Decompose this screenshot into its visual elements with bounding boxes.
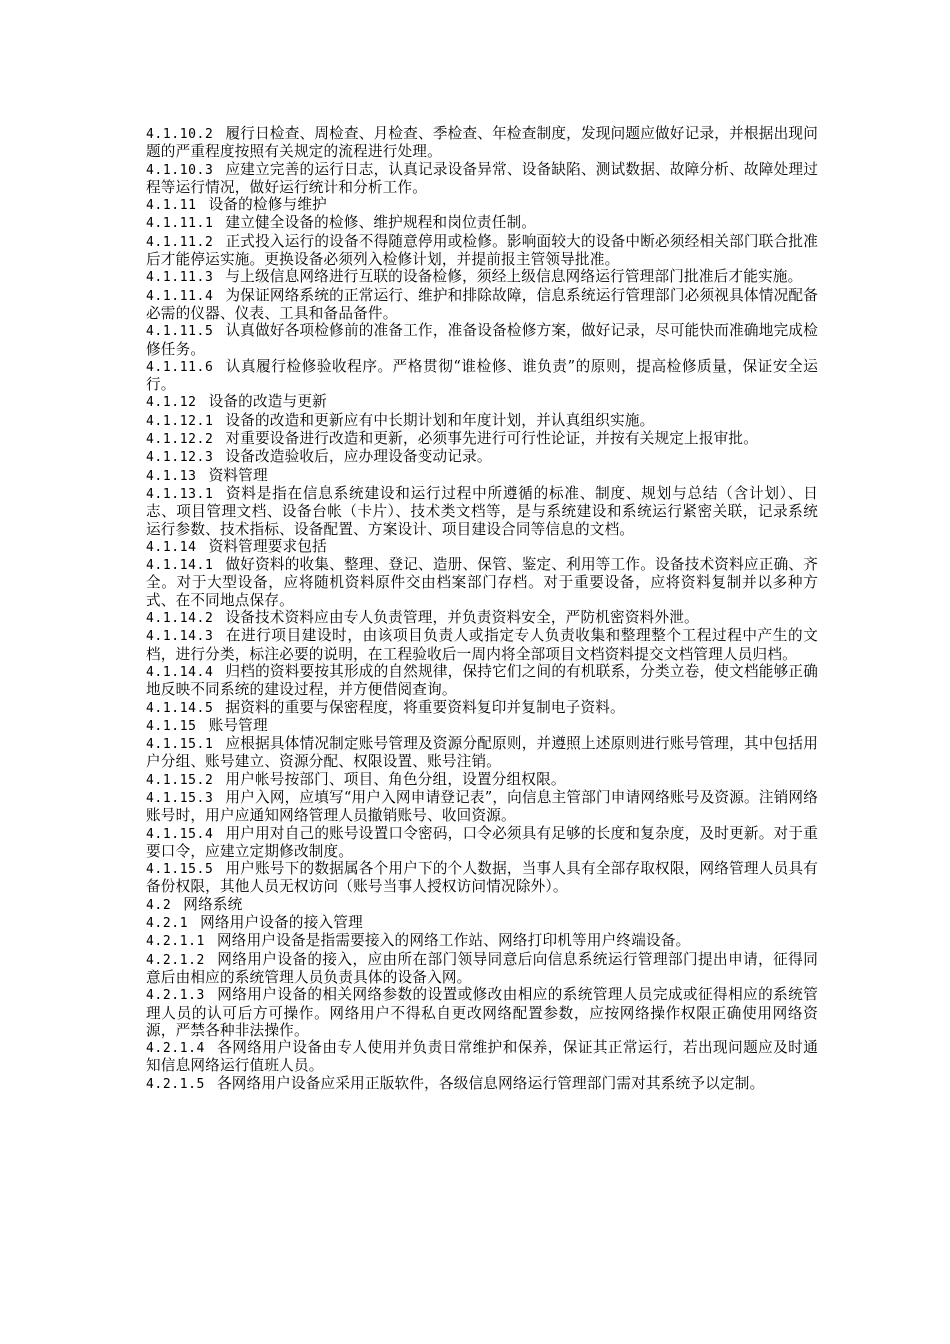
clause-text: 正式投入运行的设备不得随意停用或检修。影响面较大的设备中断必须经相关部门联合批准后才能停运实施。更换设备必须列入检修计划，并提前报主管领导批准。 (146, 232, 818, 269)
clause-paragraph (146, 699, 818, 717)
clause-paragraph (146, 914, 818, 932)
clause-number: 4.1.13 (146, 468, 197, 484)
clause-paragraph (146, 448, 818, 466)
clause-text: 归档的资料要按其形成的自然规律，保持它们之间的有机联系，分类立卷，使文档能够正确地反映不同系统的建设过程，并方便借阅查询。 (146, 662, 818, 699)
clause-paragraph (146, 825, 818, 861)
clause-number: 4.1.10.3 (146, 162, 214, 178)
clause-number: 4.1.12 (146, 395, 197, 411)
clause-number: 4.1.14 (146, 539, 197, 555)
clause-number: 4.1.14.1 (146, 558, 214, 574)
clause-text: 履行日检查、周检查、月检查、季检查、年检查制度，发现问题应做好记录，并根据出现问题的严重程度按照有关规定的流程进行处理。 (146, 125, 818, 161)
clause-number: 4.1.12.2 (146, 432, 214, 448)
clause-text: 设备技术资料应由专人负责管理，并负责资料安全，严防机密资料外泄。 (225, 609, 699, 627)
clause-text: 用户入网，应填写“用户入网申请登记表”，向信息主管部门申请网络账号及资源。注销网络账号时，用户应通知网络管理人员撤销账号、收回资源。 (146, 788, 818, 825)
clause-text: 网络用户设备是指需要接入的网络工作站、网络打印机等用户终端设备。 (217, 932, 691, 950)
clause-paragraph (146, 1039, 818, 1075)
clause-number: 4.1.13.1 (146, 486, 214, 502)
clause-number: 4.2.1.2 (146, 952, 205, 968)
clause-paragraph (146, 609, 818, 627)
clause-paragraph (146, 393, 818, 411)
clause-paragraph (146, 663, 818, 699)
clause-paragraph (146, 214, 818, 232)
clause-paragraph (146, 358, 818, 394)
clause-number: 4.1.14.3 (146, 629, 214, 645)
clause-text: 在进行项目建设时，由该项目负责人或指定专人负责收集和整理整个工程过程中产生的文档，进行分类，标注必要的说明，在工程验收后一周内将全部项目文档资料提交文档管理人员归档。 (146, 627, 818, 663)
clause-number: 4.1.14.4 (146, 664, 214, 680)
clause-number: 4.1.14.2 (146, 611, 214, 627)
clause-paragraph (146, 556, 818, 609)
clause-number: 4.1.15.3 (146, 790, 214, 806)
clause-text: 设备的改造与更新 (208, 393, 327, 411)
clause-number: 4.1.15.5 (146, 862, 214, 878)
clause-text: 为保证网络系统的正常运行、维护和排除故障，信息系统运行管理部门必须视具体情况配备必需的仪器、仪表、工具和备品备件。 (146, 286, 818, 322)
clause-text: 网络系统 (183, 895, 243, 913)
clause-text: 网络用户设备的相关网络参数的设置或修改由相应的系统管理人员完成或征得相应的系统管理人员的认可后方可操作。网络用户不得私自更改网络配置参数，应按网络操作权限正确使用网络资源，严禁各种非法操作。 (146, 986, 818, 1039)
clause-text: 做好资料的收集、整理、登记、造册、保管、鉴定、利用等工作。设备技术资料应正确、齐全。对于大型设备，应将随机资料原件交由档案部门存档。对于重要设备，应将资料复制并以多种方式、在不同地点保存。 (146, 556, 818, 609)
clause-text: 各网络用户设备由专人使用并负责日常维护和保养，保证其正常运行，若出现问题应及时通知信息网络运行值班人员。 (146, 1039, 818, 1075)
clause-paragraph (146, 627, 818, 663)
clause-paragraph (146, 412, 818, 430)
clause-paragraph (146, 986, 818, 1039)
clause-text: 资料是指在信息系统建设和运行过程中所遵循的标准、制度、规划与总结（含计划）、日志、项目管理文档、设备台帐（卡片）、技术类文档等，是与系统建设和系统运行紧密关联，记录系统运行参数、技术指标、设备配置、方案设计、项目建设合同等信息的文档。 (146, 484, 818, 538)
clause-paragraph (146, 789, 818, 825)
clause-text: 网络用户设备的接入，应由所在部门领导同意后向信息系统运行管理部门提出申请，征得同意后由相应的系统管理人员负责具体的设备入网。 (146, 950, 818, 986)
clause-paragraph (146, 233, 818, 269)
clause-text: 资料管理要求包括 (208, 537, 327, 555)
clause-number: 4.1.11 (146, 198, 197, 214)
clause-text: 应建立完善的运行日志，认真记录设备异常、设备缺陷、测试数据、故障分析、故障处理过程等运行情况，做好运行统计和分析工作。 (146, 160, 818, 196)
clause-text: 各网络用户设备应采用正版软件，各级信息网络运行管理部门需对其系统予以定制。 (217, 1074, 765, 1092)
clause-number: 4.2.1.3 (146, 988, 205, 1004)
clause-number: 4.1.15.1 (146, 737, 214, 753)
clause-number: 4.1.11.3 (146, 270, 214, 286)
clause-paragraph (146, 322, 818, 358)
clause-paragraph (146, 161, 818, 197)
clause-number: 4.1.11.2 (146, 234, 214, 250)
clause-paragraph (146, 485, 818, 538)
clause-number: 4.1.11.5 (146, 324, 214, 340)
clause-number: 4.2.1 (146, 916, 189, 932)
clause-text: 网络用户设备的接入管理 (200, 914, 363, 932)
clause-text: 设备的检修与维护 (208, 196, 327, 214)
clause-number: 4.1.15.4 (146, 826, 214, 842)
clause-paragraph (146, 896, 818, 914)
clause-text: 账号管理 (208, 716, 268, 734)
clause-number: 4.1.15 (146, 718, 197, 734)
clause-paragraph (146, 467, 818, 485)
clause-number: 4.2.1.5 (146, 1076, 205, 1092)
clause-number: 4.2.1.1 (146, 934, 205, 950)
clause-number: 4.1.11.6 (146, 359, 214, 375)
clause-number: 4.1.12.3 (146, 450, 214, 466)
clause-paragraph (146, 735, 818, 771)
clause-text: 设备的改造和更新应有中长期计划和年度计划，并认真组织实施。 (225, 411, 655, 429)
clause-text: 用户帐号按部门、项目、角色分组，设置分组权限。 (225, 770, 566, 788)
clause-text: 用户账号下的数据属各个用户下的个人数据，当事人具有全部存取权限，网络管理人员具有备份权限，其他人员无权访问（账号当事人授权访问情况除外）。 (146, 860, 818, 896)
clause-paragraph (146, 951, 818, 987)
clause-number: 4.1.11.1 (146, 216, 214, 232)
clause-text: 对重要设备进行改造和更新，必须事先进行可行性论证，并按有关规定上报审批。 (225, 430, 759, 448)
clause-paragraph (146, 430, 818, 448)
clause-number: 4.1.12.1 (146, 413, 214, 429)
clause-text: 建立健全设备的检修、维护规程和岗位责任制。 (225, 214, 537, 232)
clause-paragraph (146, 932, 818, 950)
clause-paragraph (146, 538, 818, 556)
clause-text: 与上级信息网络进行互联的设备检修，须经上级信息网络运行管理部门批准后才能实施。 (225, 268, 803, 286)
clause-text: 设备改造验收后，应办理设备变动记录。 (225, 448, 492, 466)
clause-text: 据资料的重要与保密程度，将重要资料复印并复制电子资料。 (225, 698, 625, 716)
clause-number: 4.2.1.4 (146, 1041, 205, 1057)
clause-number: 4.1.10.2 (146, 127, 214, 142)
clause-paragraph (146, 717, 818, 735)
document-body (146, 125, 818, 1093)
clause-paragraph (146, 860, 818, 896)
clause-text: 资料管理 (208, 466, 268, 484)
clause-text: 认真做好各项检修前的准备工作，准备设备检修方案，做好记录，尽可能快而准确地完成检修任务。 (146, 322, 818, 358)
clause-paragraph (146, 287, 818, 323)
clause-paragraph (146, 771, 818, 789)
clause-number: 4.1.15.2 (146, 772, 214, 788)
clause-paragraph (146, 196, 818, 214)
clause-number: 4.1.11.4 (146, 288, 214, 304)
clause-paragraph (146, 1075, 818, 1093)
clause-number: 4.2 (146, 897, 172, 913)
clause-paragraph (146, 125, 818, 161)
clause-text: 认真履行检修验收程序。严格贯彻“谁检修、谁负责”的原则，提高检修质量，保证安全运行。 (146, 357, 818, 394)
clause-text: 用户用对自己的账号设置口令密码，口令必须具有足够的长度和复杂度，及时更新。对于重要口令，应建立定期修改制度。 (146, 824, 818, 860)
clause-paragraph (146, 268, 818, 286)
clause-number: 4.1.14.5 (146, 700, 214, 716)
clause-text: 应根据具体情况制定账号管理及资源分配原则，并遵照上述原则进行账号管理，其中包括用户分组、账号建立、资源分配、权限设置、账号注销。 (146, 735, 818, 771)
